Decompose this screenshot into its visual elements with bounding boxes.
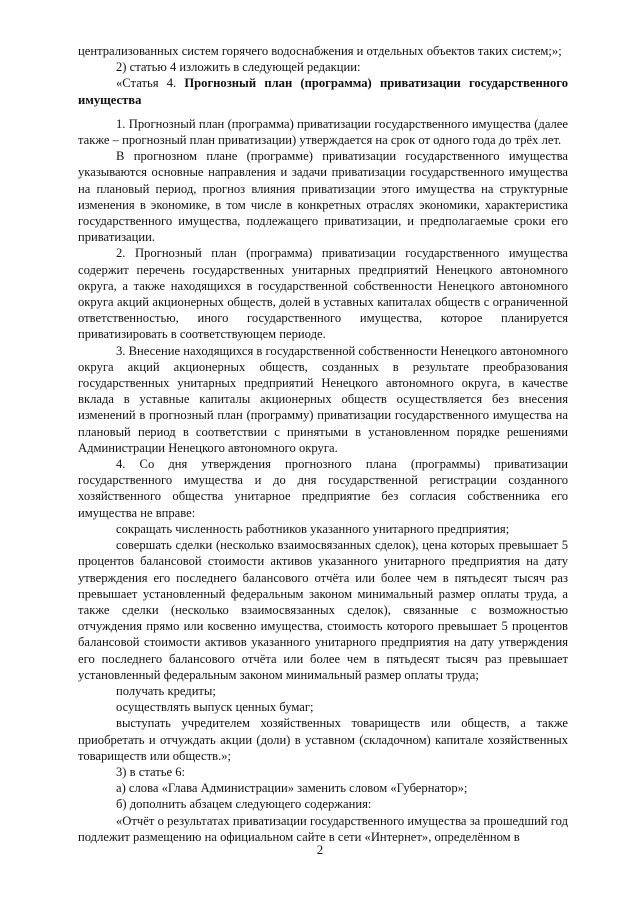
paragraph-11: получать кредиты; <box>116 683 216 698</box>
paragraph-1: централизованных систем горячего водоснабжения и отдельных объектов таких систем;»; <box>78 44 562 58</box>
paragraph-14: 3) в статье 6: <box>116 764 186 779</box>
paragraph-8: 4. Со дня утверждения прогнозного плана (программы) приватизации государственного имущества и до дня государственной регистрации созданного хозяйственного общества унитарное предприятие без согласия собственника его имущества не вправе: <box>78 457 568 520</box>
paragraph-13: выступать учредителем хозяйственных товариществ или обществ, а также приобретать и отчуждать акции (доли) в уставном (складочном) капитале хозяйственных товариществ или обществ.»; <box>78 716 568 763</box>
paragraph-4: 1. Прогнозный план (программа) приватизации государственного имущества (далее также – прогнозный план приватизации) утверждается на срок от одного года до трёх лет. <box>78 116 568 148</box>
page-number: 2 <box>316 842 324 857</box>
paragraph-6: 2. Прогнозный план (программа) приватизации государственного имущества содержит перечень государственных унитарных предприятий Ненецкого автономного округа, а также находящихся в государственной собственности Ненецкого автономного округа акций акционерных обществ, долей в уставных капиталах обществ с ограниченной ответственностью, иного государственного имущества, которое планируется приватизировать в соответствующем периоде. <box>78 246 568 342</box>
paragraph-2: 2) статью 4 изложить в следующей редакции: <box>116 60 361 75</box>
paragraph-5: В прогнозном плане (программе) приватизации государственного имущества указываются основные направления и задачи приватизации государственного имущества на плановый период, прогноз влияния приватизации этого имущества на структурные изменения в экономике, в том числе в конкретных отраслях экономики, характеристика государственного имущества, подлежащего приватизации, и предполагаемые сроки его приватизации. <box>78 149 568 245</box>
paragraph-12: осуществлять выпуск ценных бумаг; <box>116 700 314 715</box>
paragraph-17: «Отчёт о результатах приватизации государственного имущества за прошедший год подлежит размещению на официальном сайте в сети «Интернет», определённом в <box>78 813 568 844</box>
document-body <box>78 43 568 845</box>
paragraph-16: б) дополнить абзацем следующего содержания: <box>116 797 372 812</box>
paragraph-9: сокращать численность работников указанного унитарного предприятия; <box>116 521 510 536</box>
paragraph-10: совершать сделки (несколько взаимосвязанных сделок), цена которых превышает 5 процентов балансовой стоимости активов указанного унитарного предприятия на дату утверждения его последнего балансового отчёта или более чем в пятьдесят тысяч раз превышает установленный федеральным законом минимальный размер оплаты труда, а также сделки (несколько взаимосвязанных сделок), связанные с возможностью отчуждения прямо или косвенно имущества, стоимость которого превышает 5 процентов балансовой стоимости активов указанного унитарного предприятия на дату утверждения его последнего балансового отчёта или более чем в пятьдесят тысяч раз превышает установленный федеральным законом минимальный размер оплаты труда; <box>78 538 568 682</box>
article-heading-prefix: «Статья 4. <box>116 76 185 91</box>
paragraph-15: а) слова «Глава Администрации» заменить словом «Губернатор»; <box>116 781 468 796</box>
article-heading-title: Прогнозный план (программа) приватизации государственного имущества <box>78 76 568 107</box>
paragraph-7: 3. Внесение находящихся в государственной собственности Ненецкого автономного округа акций акционерных обществ, созданных в результате преобразования государственных унитарных предприятий Ненецкого автономного округа, в качестве вклада в уставные капиталы акционерных обществ осуществляется без внесения изменений в прогнозный план (программу) приватизации государственного имущества на плановый период в соответствии с принятыми в установленном порядке решениями Администрации Ненецкого автономного округа. <box>78 343 568 455</box>
article-heading <box>78 75 568 107</box>
